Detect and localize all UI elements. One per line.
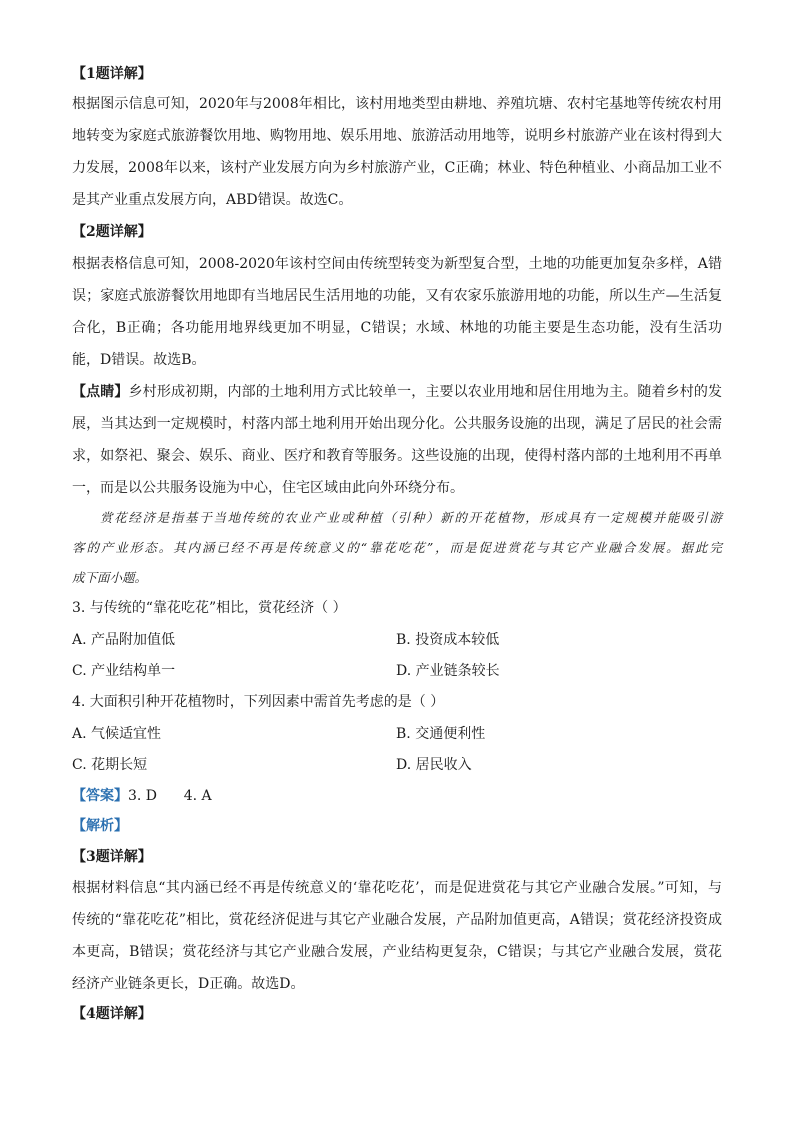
q3-option-d: D. 产业链条较长 (396, 663, 500, 679)
answer-text: 3. D 4. A (128, 788, 212, 804)
dianjing-line-3: 求，如祭祀、聚会、娱乐、商业、医疗和教育等服务。这些设施的出现，使得村落内部的土地利用不再单 (72, 448, 722, 464)
q3-heading: 【3题详解】 (72, 849, 152, 865)
q4-heading: 【4题详解】 (72, 1006, 152, 1022)
q1-heading: 【1题详解】 (72, 66, 152, 82)
q1-line-2: 地转变为家庭式旅游餐饮用地、购物用地、娱乐用地、旅游活动用地等，说明乡村旅游产业在该村得到大 (72, 128, 722, 144)
q1-line-3: 力发展，2008年以来，该村产业发展方向为乡村旅游产业，C正确；林业、特色种植业、小商品加工业不 (72, 160, 722, 176)
material-line-1: 赏花经济是指基于当地传统的农业产业或种植（引种）新的开花植物，形成具有一定规模并能吸引游 (100, 510, 722, 525)
q1-line-1: 根据图示信息可知，2020年与2008年相比，该村用地类型由耕地、养殖坑塘、农村宅基地等传统农村用 (72, 96, 722, 112)
q4-option-c: C. 花期长短 (72, 757, 148, 773)
q3-option-c: C. 产业结构单一 (72, 663, 176, 679)
q3-option-a: A. 产品附加值低 (72, 632, 176, 648)
q2-line-4: 能，D错误。故选B。 (72, 352, 206, 368)
q2-line-3: 合化，B正确；各功能用地界线更加不明显，C错误；水域、林地的功能主要是生态功能，没有生活功 (72, 320, 722, 336)
q2-line-2: 误；家庭式旅游餐饮用地即有当地居民生活用地的功能，又有农家乐旅游用地的功能，所以生产—生活复 (72, 288, 722, 304)
q4-option-d: D. 居民收入 (396, 757, 472, 773)
q3-option-b: B. 投资成本较低 (396, 632, 500, 648)
q4-stem: 4. 大面积引种开花植物时，下列因素中需首先考虑的是（ ） (72, 694, 445, 710)
q3-line-1: 根据材料信息“其内涵已经不再是传统意义的‘靠花吃花’，而是促进赏花与其它产业融合发展。”可知，与 (72, 880, 722, 896)
q3-line-3: 本更高，B错误；赏花经济与其它产业融合发展，产业结构更复杂，C错误；与其它产业融合发展，赏花 (72, 944, 722, 960)
jiexi-heading: 【解析】 (72, 818, 128, 834)
q3-line-2: 传统的“靠花吃花”相比，赏花经济促进与其它产业融合发展，产品附加值更高，A错误；赏花经济投资成 (72, 912, 722, 928)
q1-line-4: 是其产业重点发展方向，ABD错误。故选C。 (72, 192, 353, 208)
dianjing-heading: 【点睛】 (72, 384, 129, 400)
q2-line-1: 根据表格信息可知，2008-2020年该村空间由传统型转变为新型复合型，土地的功能更加复杂多样，A错 (72, 256, 722, 272)
dianjing-line-2: 展，当其达到一定规模时，村落内部土地利用开始出现分化。公共服务设施的出现，满足了居民的社会需 (72, 416, 722, 432)
material-line-2: 客的产业形态。其内涵已经不再是传统意义的“靠花吃花”，而是促进赏花与其它产业融合发展。据此完 (72, 540, 722, 555)
answer-heading: 【答案】 (72, 788, 128, 804)
q4-option-b: B. 交通便利性 (396, 726, 486, 742)
q4-option-a: A. 气候适宜性 (72, 726, 162, 742)
q3-line-4: 经济产业链条更长，D正确。故选D。 (72, 976, 305, 992)
dianjing-line-4: 一，而是以公共服务设施为中心，住宅区域由此向外环绕分布。 (72, 480, 464, 496)
dianjing-line-1 (72, 382, 722, 402)
dianjing-text-1: 乡村形成初期，内部的土地利用方式比较单一，主要以农业用地和居住用地为主。随着乡村的发 (128, 384, 723, 400)
answer-line (72, 786, 722, 806)
material-line-3: 成下面小题。 (72, 570, 148, 585)
q2-heading: 【2题详解】 (72, 224, 152, 240)
q3-stem: 3. 与传统的“靠花吃花”相比，赏花经济（ ） (72, 600, 347, 616)
